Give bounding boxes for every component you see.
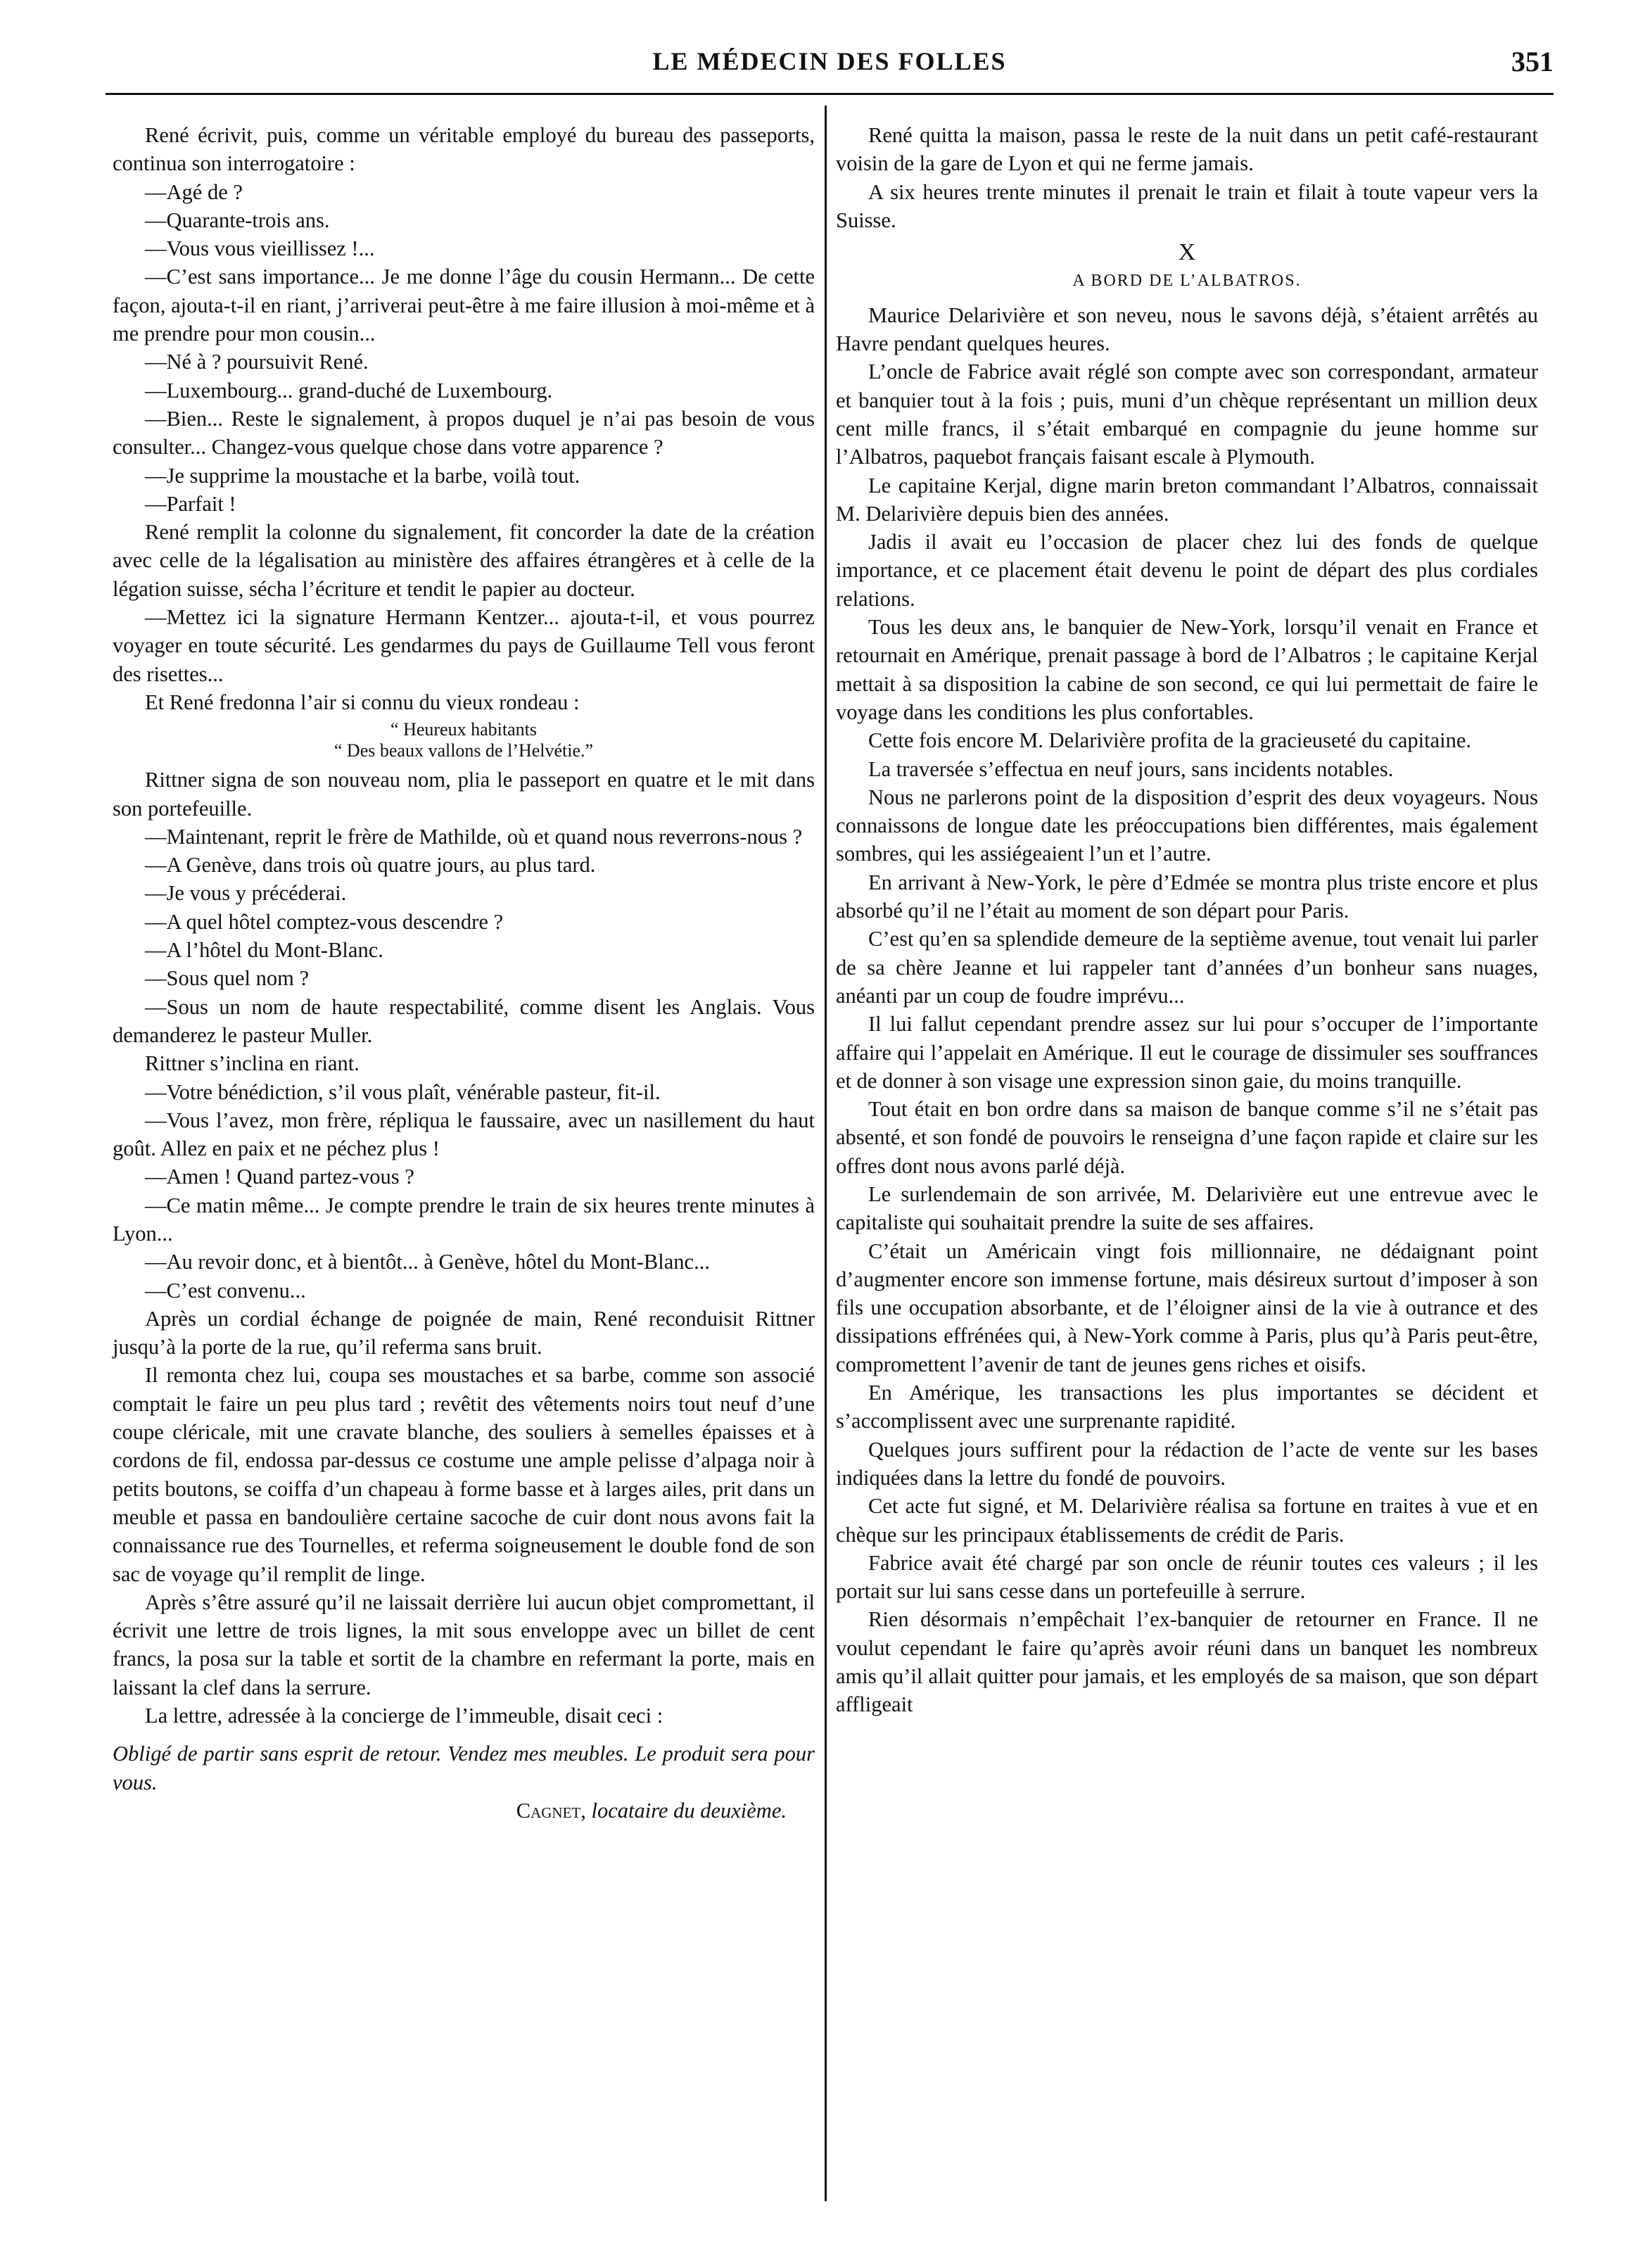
dialogue-line: —C’est sans importance... Je me donne l’âge du cousin Hermann... De cette façon, ajouta-t-il en riant, j’arriverai peut-être à me faire illusion à moi-même et à me prendre pour mon cousin... bbox=[113, 265, 815, 346]
dialogue-line: —Maintenant, reprit le frère de Mathilde, où et quand nous reverrons-nous ? bbox=[145, 824, 803, 849]
paragraph: L’oncle de Fabrice avait réglé son compte avec son correspondant, armateur et banquier tout à la fois ; puis, muni d’un chèque représentant un million deux cent mille francs, il s’était embarqué en compagnie du jeune homme sur l’Albatros, paquebot français faisant escale à Plymouth. bbox=[836, 360, 1538, 469]
paragraph: Et René fredonna l’air si connu du vieux rondeau : bbox=[145, 690, 580, 714]
dialogue-line: —Vous vous vieillissez !... bbox=[145, 236, 375, 261]
dialogue-line: —Vous l’avez, mon frère, répliqua le faussaire, avec un nasillement du haut goût. Allez en paix et ne péchez plus ! bbox=[113, 1108, 815, 1161]
paragraph: René écrivit, puis, comme un véritable employé du bureau des passeports, continua son interrogatoire : bbox=[113, 123, 815, 176]
paragraph: René quitta la maison, passa le reste de la nuit dans un petit café-restaurant voisin de la gare de Lyon et qui ne ferme jamais. bbox=[836, 123, 1538, 176]
verse-line: “ Des beaux vallons de l’Helvétie.” bbox=[334, 740, 594, 761]
paragraph: C’était un Américain vingt fois millionnaire, ne dédaignant point d’augmenter encore son immense fortune, mais désireux surtout d’imposer à son fils une occupation absorbante, et de l’éloigner ainsi de la vie à outrance et des dissipations effrénées qui, à New-York comme à Paris, plus qu’à Paris peut-être, compromettent l’avenir de tant de jeunes gens riches et oisifs. bbox=[836, 1238, 1538, 1376]
dialogue-line: —A Genève, dans trois où quatre jours, au plus tard. bbox=[145, 853, 596, 878]
paragraph: Tout était en bon ordre dans sa maison de banque comme s’il ne s’était pas absenté, et son fondé de pouvoirs le renseigna d’une façon rapide et claire sur les offres dont nous avons parlé déjà. bbox=[836, 1097, 1538, 1178]
page-number: 351 bbox=[1511, 46, 1554, 77]
paragraph: C’est qu’en sa splendide demeure de la septième avenue, tout venait lui parler de sa chère Jeanne et lui rappeler tant d’années d’un bonheur sans nuages, anéanti par un coup de foudre imprévu... bbox=[836, 927, 1538, 1008]
header-rule bbox=[106, 93, 1554, 95]
verse-line: “ Heureux habitants bbox=[390, 719, 537, 740]
dialogue-line: —A l’hôtel du Mont-Blanc. bbox=[145, 938, 383, 963]
dialogue-line: —Votre bénédiction, s’il vous plaît, vénérable pasteur, fit-il. bbox=[145, 1079, 661, 1104]
dialogue-line: —Luxembourg... grand-duché de Luxembourg. bbox=[145, 378, 553, 403]
verse-quote bbox=[113, 719, 815, 761]
paragraph: Tous les deux ans, le banquier de New-York, lorsqu’il venait en France et retournait en Amérique, prenait passage à bord de l’Albatros ; le capitaine Kerjal mettait à sa disposition la cabine de son second, ce qui lui permettait de faire le voyage dans les conditions les plus confortables. bbox=[836, 615, 1538, 724]
paragraph: Quelques jours suffirent pour la rédaction de l’acte de vente sur les bases indiquées dans la lettre du fondé de pouvoirs. bbox=[836, 1437, 1538, 1490]
dialogue-line: —A quel hôtel comptez-vous descendre ? bbox=[145, 909, 504, 934]
paragraph: Après s’être assuré qu’il ne laissait derrière lui aucun objet compromettant, il écrivit une lettre de trois lignes, la mit sous enveloppe avec un billet de cent francs, la posa sur la table et sortit de la chambre en refermant la porte, mais en laissant la clef dans la serrure. bbox=[113, 1590, 815, 1699]
paragraph: Nous ne parlerons point de la disposition d’esprit des deux voyageurs. Nous connaissons de longue date les préoccupations bien différentes, mais également sombres, qui les assiégeaient l’un et l’autre. bbox=[836, 785, 1538, 866]
paragraph: Après un cordial échange de poignée de main, René reconduisit Rittner jusqu’à la porte de la rue, qu’il referma sans bruit. bbox=[113, 1306, 815, 1360]
dialogue-line: —Je supprime la moustache et la barbe, voilà tout. bbox=[145, 463, 580, 488]
dialogue-line: —Au revoir donc, et à bientôt... à Genève, hôtel du Mont-Blanc... bbox=[145, 1250, 710, 1274]
dialogue-line: —Quarante-trois ans. bbox=[145, 208, 330, 232]
left-column bbox=[113, 121, 815, 1825]
chapter-title: A BORD DE L’ALBATROS. bbox=[1072, 272, 1302, 291]
paragraph: En arrivant à New-York, le père d’Edmée se montra plus triste encore et plus absorbé qu’il ne l’était au moment de son départ pour Paris. bbox=[836, 870, 1538, 923]
paragraph: Maurice Delarivière et son neveu, nous le savons déjà, s’étaient arrêtés au Havre pendant quelques heures. bbox=[836, 303, 1538, 356]
letter-signature bbox=[113, 1797, 815, 1825]
paragraph: La lettre, adressée à la concierge de l’immeuble, disait ceci : bbox=[145, 1704, 663, 1728]
signature-name: Cagnet, bbox=[516, 1798, 586, 1823]
dialogue-line: —Bien... Reste le signalement, à propos duquel je n’ai pas besoin de vous consulter... Changez-vous quelque chose dans votre apparence ? bbox=[113, 406, 815, 460]
signature-role: locataire du deuxième. bbox=[591, 1798, 787, 1823]
dialogue-line: —Amen ! Quand partez-vous ? bbox=[145, 1165, 414, 1189]
right-column bbox=[836, 121, 1538, 1719]
dialogue-line: —Sous un nom de haute respectabilité, comme disent les Anglais. Vous demanderez le pasteur Muller. bbox=[113, 994, 815, 1047]
page-header bbox=[106, 42, 1554, 91]
paragraph: En Amérique, les transactions les plus importantes se décident et s’accomplissent avec une surprenante rapidité. bbox=[836, 1381, 1538, 1433]
paragraph: Le surlendemain de son arrivée, M. Delarivière eut une entrevue avec le capitaliste qui souhaitait prendre la suite de ses affaires. bbox=[836, 1181, 1538, 1235]
paragraph: Fabrice avait été chargé par son oncle de réunir toutes ces valeurs ; il les portait sur lui sans cesse dans un portefeuille à serrure. bbox=[836, 1550, 1538, 1604]
dialogue-line: —Mettez ici la signature Hermann Kentzer... ajouta-t-il, et vous pourrez voyager en toute sécurité. Les gendarmes du pays de Guillaume Tell vous feront des risettes... bbox=[113, 605, 815, 686]
paragraph: Rittner s’inclina en riant. bbox=[145, 1051, 360, 1076]
paragraph: Rien désormais n’empêchait l’ex-banquier de retourner en France. Il ne voulut cependant le faire qu’après avoir réuni dans un banquet les nombreux amis qu’il allait quitter pour jamais, et les employés de sa maison, que son départ affligeait bbox=[836, 1607, 1538, 1717]
running-title: LE MÉDECIN DES FOLLES bbox=[652, 47, 1007, 75]
letter-text: Obligé de partir sans esprit de retour. Vendez mes meubles. Le produit sera pour vous. bbox=[113, 1742, 815, 1794]
dialogue-line: —Ce matin même... Je compte prendre le train de six heures trente minutes à Lyon... bbox=[113, 1193, 815, 1246]
paragraph: Rittner signa de son nouveau nom, plia le passeport en quatre et le mit dans son portefeuille. bbox=[113, 768, 815, 821]
chapter-number: X bbox=[1178, 239, 1196, 266]
dialogue-line: —Né à ? poursuivit René. bbox=[145, 350, 369, 374]
paragraph: La traversée s’effectua en neuf jours, sans incidents notables. bbox=[868, 756, 1394, 781]
dialogue-line: —Agé de ? bbox=[145, 179, 243, 204]
paragraph: Le capitaine Kerjal, digne marin breton commandant l’Albatros, connaissait M. Delarivière depuis bien des années. bbox=[836, 473, 1538, 526]
paragraph: Il remonta chez lui, coupa ses moustaches et sa barbe, comme son associé comptait le faire un peu plus tard ; revêtit des vêtements noirs tout neuf d’une coupe cléricale, mit une cravate blanche, des souliers à semelles épaisses et à cordons de fil, endossa par-dessus ce costume une ample pelisse d’alpaga noir à petits boutons, se coiffa d’un chapeau à forme basse et à larges ailes, prit dans un meuble et passa en bandoulière certaine sacoche de cuir dont nous avons fait la connaissance rue des Tournelles, et referma soigneusement le double fond de son sac de voyage qu’il remplit de linge. bbox=[113, 1363, 815, 1586]
dialogue-line: —C’est convenu... bbox=[145, 1278, 306, 1303]
paragraph: Cette fois encore M. Delarivière profita de la gracieuseté du capitaine. bbox=[868, 728, 1471, 753]
paragraph: Cet acte fut signé, et M. Delarivière réalisa sa fortune en traites à vue et en chèque sur les principaux établissements de crédit de Paris. bbox=[836, 1494, 1538, 1547]
dialogue-line: —Je vous y précéderai. bbox=[145, 881, 347, 906]
column-divider bbox=[825, 106, 827, 2201]
paragraph: Jadis il avait eu l’occasion de placer chez lui des fonds de quelque importance, et ce placement était devenu le point de départ des plus cordiales relations. bbox=[836, 530, 1538, 611]
dialogue-line: —Sous quel nom ? bbox=[145, 966, 309, 991]
dialogue-line: —Parfait ! bbox=[145, 491, 236, 516]
paragraph: René remplit la colonne du signalement, fit concorder la date de la création avec celle de la légalisation au ministère des affaires étrangères et à celle de la légation suisse, sécha l’écriture et tendit le papier au docteur. bbox=[113, 520, 815, 601]
paragraph: A six heures trente minutes il prenait le train et filait à toute vapeur vers la Suisse. bbox=[836, 179, 1538, 232]
paragraph: Il lui fallut cependant prendre assez sur lui pour s’occuper de l’importante affaire qui l’appelait en Amérique. Il eut le courage de dissimuler ses souffrances et de donner à son visage une expression sinon gaie, du moins tranquille. bbox=[836, 1012, 1538, 1093]
